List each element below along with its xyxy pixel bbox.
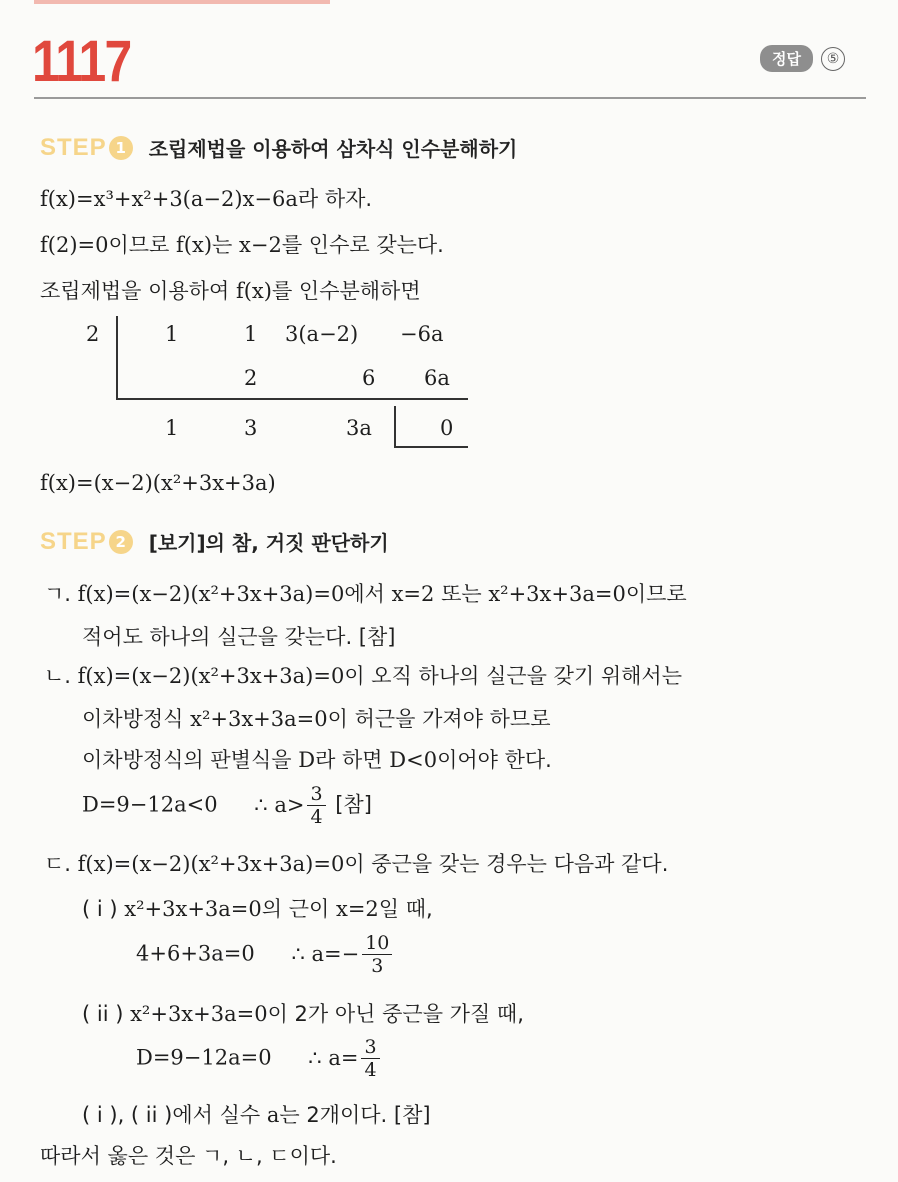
math-therefore: ∴ a> [254,792,305,817]
case1-line [82,893,433,923]
text: 의 근이 [261,897,336,921]
syn-divider-vertical [116,316,118,398]
text: 이 허근을 가져야 하므로 [327,707,551,731]
item-g-line2: 적어도 하나의 실근을 갖는다. [참] [82,625,396,649]
syn-row3-c3: 3a [346,416,372,440]
text: 이 2가 아닌 중근을 가질 때, [267,1002,524,1026]
math-d: D [298,748,316,772]
math-fx: f(x) [235,279,272,303]
item-n-line3 [82,744,552,774]
syn-divisor: 2 [86,322,100,346]
syn-row1-c3: 3(a−2) [285,322,359,346]
math-factored-eq0: f(x)=(x−2)(x²+3x+3a)=0 [77,582,345,606]
item-n-line2 [82,703,551,733]
math-case1-calc: 4+6+3a=0 [136,941,255,966]
text: 라 하자. [297,187,373,211]
syn-row3-c1: 1 [165,416,179,440]
text: 를 인수분해하면 [271,279,421,303]
line-f2 [40,229,444,259]
text: 는 2개이다. [참] [279,1103,431,1127]
frac-den: 4 [310,806,323,828]
math-poly: x³+x²+3(a−2)x−6a [93,187,298,211]
syn-remainder: 0 [440,416,454,440]
math-x-eq-2: x=2 [335,897,379,921]
syn-row1-c2: 1 [244,322,258,346]
math-therefore: ∴ a=− [291,941,360,966]
step2-badge: 2 [109,530,133,554]
item-g-label: ㄱ. [44,582,71,606]
item-d-line1 [44,848,668,878]
math-disc-eq: D=9−12a=0 [136,1045,272,1070]
math-d-lt-0: D<0 [389,748,438,772]
frac-den: 4 [364,1059,377,1081]
text: 이므로 [108,233,177,257]
frac-num: 3 [307,783,325,806]
fraction-3-4 [307,783,325,828]
math-factored-eq0: f(x)=(x−2)(x²+3x+3a)=0 [77,852,345,876]
step1-label: STEP [40,133,107,161]
text: 이므로 [625,582,687,606]
case2-label: ( ii ) [82,1002,124,1026]
text: 또는 [434,582,489,606]
line-synthetic-intro [40,275,421,305]
text: 이차방정식의 판별식을 [82,748,299,772]
item-g-line1 [44,578,687,608]
step1-header [40,133,517,162]
text: 이 오직 하나의 실근을 갖기 위해서는 [344,664,682,688]
text: 일 때, [378,897,433,921]
header-divider [34,97,866,99]
text: ( i ), ( ii )에서 실수 [82,1103,267,1127]
syn-remainder-horizontal [394,446,468,448]
step1-title: 조립제법을 이용하여 삼차식 인수분해하기 [148,137,518,161]
text: 조립제법을 이용하여 [40,279,236,303]
item-d-label: ㄷ. [44,852,71,876]
answer-label: 정답 [760,45,813,72]
text: 이 중근을 갖는 경우는 다음과 같다. [344,852,669,876]
case2-line [82,998,524,1028]
text: 이어야 한다. [437,748,552,772]
syn-row1-c4: −6a [400,322,444,346]
math-therefore: ∴ a= [308,1045,359,1070]
text: [참] [335,792,372,817]
text: 라 하면 [315,748,390,772]
math-quad-eq0: x²+3x+3a=0 [130,1002,268,1026]
syn-row3-c2: 3 [244,416,258,440]
syn-row1-c1: 1 [165,322,179,346]
text: 에서 [344,582,392,606]
syn-row2-c2: 2 [244,366,258,390]
math-factored: f(x)=(x−2)(x²+3x+3a) [40,471,276,495]
line-define-f [40,183,372,213]
case1-calc [136,932,395,977]
frac-num: 3 [361,1036,379,1059]
text: 를 인수로 갖는다. [281,233,444,257]
syn-row2-c3: 6 [362,366,376,390]
text: 이차방정식 [82,707,191,731]
math-fx: f(x)= [40,187,94,211]
math-x-eq-2: x=2 [391,582,435,606]
math-a: a [266,1103,280,1127]
math-f2: f(2)=0 [40,233,109,257]
problem-number: 1117 [32,29,131,94]
case1-label: ( i ) [82,897,118,921]
fraction-10-3 [362,932,392,977]
top-accent-bar [34,0,330,4]
answer-indicator [760,45,845,72]
item-n-line1 [44,660,682,690]
frac-den: 3 [371,955,384,977]
math-quad-eq0: x²+3x+3a=0 [190,707,328,731]
syn-remainder-vertical [394,406,396,448]
math-fx: f(x) [176,233,213,257]
syn-divider-horizontal [116,398,468,400]
final-line [82,1099,431,1129]
math-x-minus-2: x−2 [239,233,282,257]
math-quad-eq0: x²+3x+3a=0 [124,897,262,921]
math-factored-eq0: f(x)=(x−2)(x²+3x+3a)=0 [77,664,345,688]
line-factored [40,471,276,495]
step2-header [40,527,389,556]
conclusion: 따라서 옳은 것은 ㄱ, ㄴ, ㄷ이다. [40,1144,337,1168]
answer-value: ⑤ [821,47,845,71]
math-disc-ineq: D=9−12a<0 [82,792,218,817]
item-n-line4 [82,783,372,828]
item-n-label: ㄴ. [44,664,71,688]
syn-row2-c4: 6a [424,366,450,390]
step1-badge: 1 [109,136,133,160]
fraction-3-4 [361,1036,379,1081]
text: 는 [212,233,240,257]
step2-label: STEP [40,527,107,555]
math-quad-eq0: x²+3x+3a=0 [488,582,626,606]
step2-title: [보기]의 참, 거짓 판단하기 [148,531,389,555]
frac-num: 10 [362,932,392,955]
case2-calc [136,1036,383,1081]
